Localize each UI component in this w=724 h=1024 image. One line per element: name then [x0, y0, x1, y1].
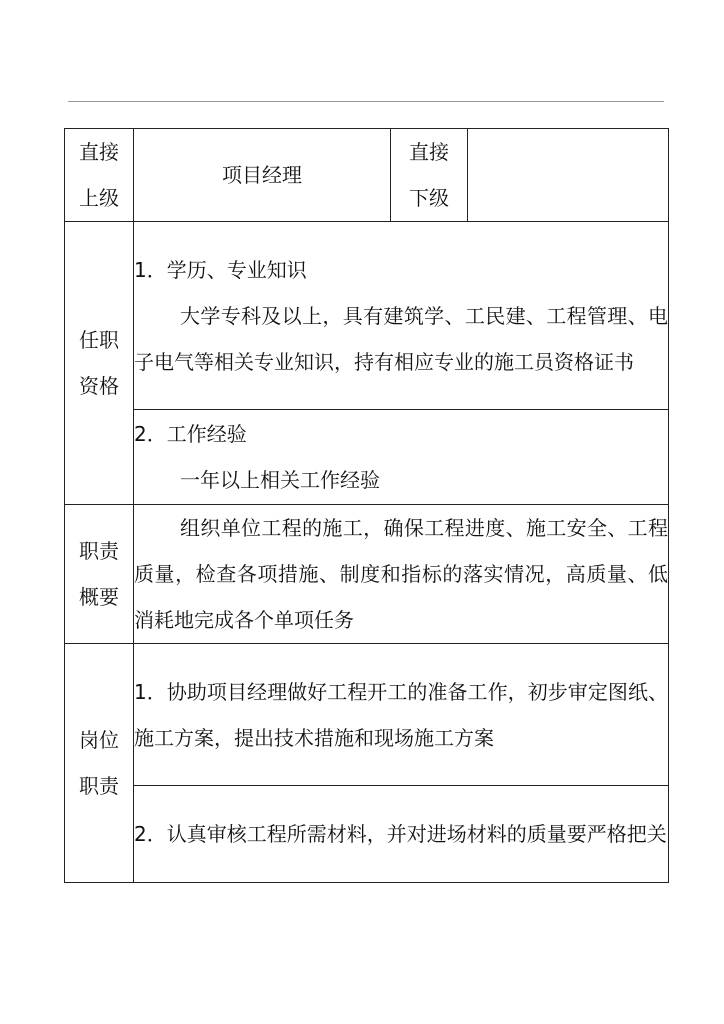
qualification-item2-title: 2．工作经验	[134, 422, 247, 446]
duties-item2-cell	[134, 786, 669, 883]
duties-row-2	[65, 786, 669, 883]
duties-label-line1: 岗位	[79, 728, 119, 752]
duties-item2-text: 2．认真审核工程所需材料，并对进场材料的质量要严格把关	[134, 822, 667, 846]
superior-label-line1: 直接	[79, 140, 119, 164]
superior-value: 项目经理	[134, 129, 391, 222]
superior-label	[65, 129, 134, 222]
subordinate-value	[468, 129, 669, 222]
summary-label-line1: 职责	[79, 539, 119, 563]
subordinate-label	[391, 129, 468, 222]
qualification-item2-text: 一年以上相关工作经验	[180, 468, 380, 492]
duties-row-1	[65, 644, 669, 786]
superior-row	[65, 129, 669, 222]
qualification-item1-title: 1．学历、专业知识	[134, 257, 307, 282]
duties-item1-cell	[134, 644, 669, 786]
qualification-label	[65, 222, 134, 505]
qualification-experience-cell	[134, 410, 669, 505]
qualification-label-line2: 资格	[79, 374, 119, 398]
superior-label-line2: 上级	[79, 186, 119, 210]
summary-cell	[134, 505, 669, 644]
subordinate-label-line2: 下级	[409, 186, 449, 210]
qualification-education-cell	[134, 222, 669, 410]
job-description-table	[64, 128, 669, 883]
duties-item1-text: 1．协助项目经理做好工程开工的准备工作，初步审定图纸、施工方案，提出技术措施和现场施工方案	[134, 679, 668, 750]
qualification-item1-text: 大学专科及以上，具有建筑学、工民建、工程管理、电子电气等相关专业知识，持有相应专业的施工员资格证书	[134, 303, 668, 374]
summary-text: 组织单位工程的施工，确保工程进度、施工安全、工程质量，检查各项措施、制度和指标的落实情况，高质量、低消耗地完成各个单项任务	[134, 516, 668, 632]
summary-label	[65, 505, 134, 644]
subordinate-label-line1: 直接	[409, 140, 449, 164]
qualification-row-1	[65, 222, 669, 410]
header-rule	[68, 101, 664, 102]
duties-label-line2: 职责	[79, 774, 119, 798]
qualification-row-2	[65, 410, 669, 505]
qualification-label-line1: 任职	[79, 328, 119, 352]
summary-row	[65, 505, 669, 644]
summary-label-line2: 概要	[79, 585, 119, 609]
duties-label	[65, 644, 134, 883]
